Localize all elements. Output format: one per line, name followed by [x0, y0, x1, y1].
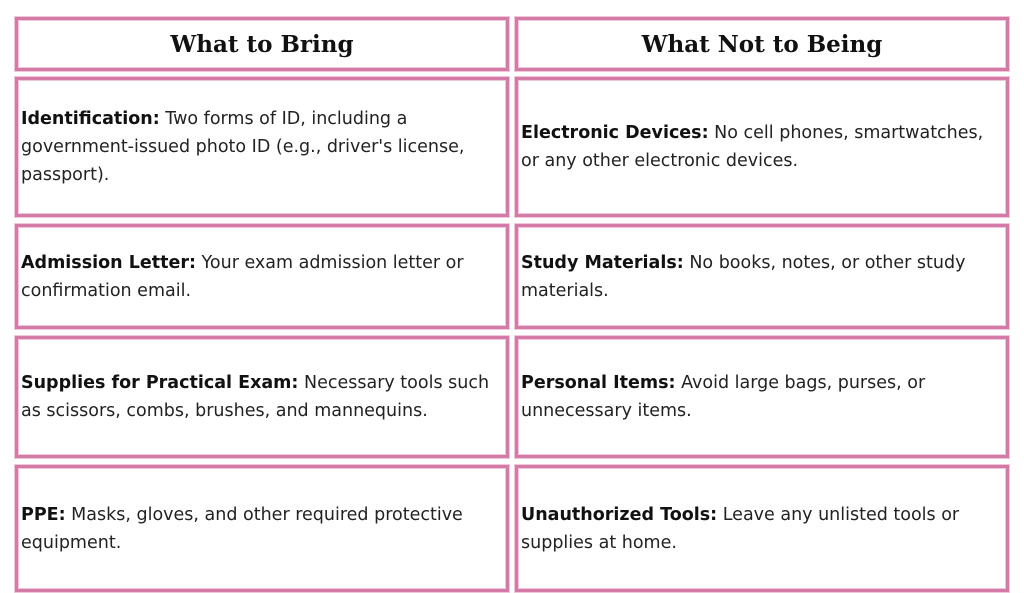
not-bring-item-study-materials	[515, 224, 1009, 329]
item-label: Admission Letter:	[21, 252, 196, 273]
item-text	[21, 501, 498, 557]
header-label: What Not to Being	[641, 30, 883, 58]
item-description: Necessary tools such as scissors, combs, brushes, and mannequins.	[21, 373, 490, 421]
item-description: Leave any unlisted tools or supplies at home.	[521, 504, 960, 553]
header-label: What to Bring	[170, 30, 354, 58]
header-what-not-to-bring	[515, 17, 1009, 71]
item-description: Your exam admission letter or confirmation email.	[21, 252, 464, 301]
item-description: Two forms of ID, including a government-issued photo ID (e.g., driver's license, passport).	[21, 109, 465, 185]
item-text	[521, 249, 998, 305]
header-what-to-bring	[15, 17, 509, 71]
item-label: Supplies for Practical Exam:	[21, 373, 299, 393]
bring-item-admission-letter	[15, 224, 509, 329]
item-text	[21, 249, 498, 305]
not-bring-item-personal-items	[515, 336, 1009, 458]
item-label: Personal Items:	[521, 373, 676, 393]
item-description: No books, notes, or other study materials.	[521, 252, 966, 301]
item-text	[521, 369, 998, 425]
item-text	[21, 105, 498, 189]
item-text	[21, 369, 498, 425]
not-bring-item-electronic-devices	[515, 77, 1009, 217]
item-label: PPE:	[21, 504, 66, 525]
item-description: Masks, gloves, and other required protective equipment.	[21, 504, 463, 553]
item-description: Avoid large bags, purses, or unnecessary items.	[521, 373, 926, 421]
item-label: Unauthorized Tools:	[521, 504, 718, 525]
item-description: No cell phones, smartwatches, or any other electronic devices.	[521, 123, 984, 171]
item-label: Study Materials:	[521, 252, 684, 273]
item-text	[521, 501, 998, 557]
bring-item-identification	[15, 77, 509, 217]
bring-item-ppe	[15, 465, 509, 592]
item-label: Identification:	[21, 109, 160, 129]
item-text	[521, 119, 998, 175]
not-bring-item-unauthorized-tools	[515, 465, 1009, 592]
bring-item-supplies	[15, 336, 509, 458]
item-label: Electronic Devices:	[521, 123, 709, 143]
